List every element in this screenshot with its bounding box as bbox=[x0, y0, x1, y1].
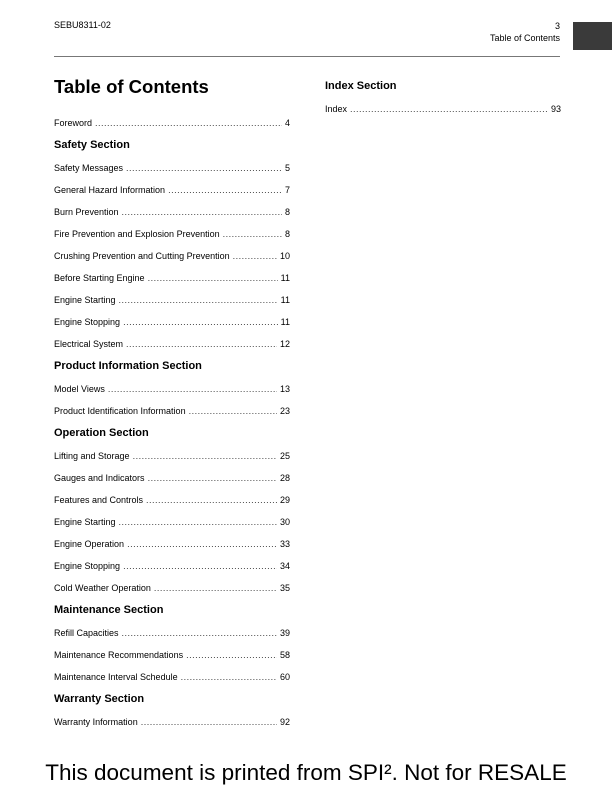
toc-entry-label: Safety Messages bbox=[54, 163, 124, 173]
toc-entry-label: Product Identification Information bbox=[54, 406, 186, 416]
dot-leader bbox=[186, 644, 277, 666]
toc-entry-label: Engine Stopping bbox=[54, 561, 121, 571]
running-header bbox=[490, 20, 560, 44]
toc-entry[interactable] bbox=[54, 445, 290, 467]
toc-entry-page: 11 bbox=[280, 295, 290, 305]
toc-entry-page: 33 bbox=[279, 539, 290, 549]
toc-entry[interactable] bbox=[54, 533, 290, 555]
dot-leader bbox=[146, 489, 277, 511]
toc-entry[interactable] bbox=[54, 267, 290, 289]
dot-leader bbox=[119, 511, 277, 533]
toc-entry-page: 5 bbox=[284, 163, 290, 173]
toc-list bbox=[325, 75, 561, 120]
dot-leader bbox=[223, 223, 282, 245]
toc-entry-label: Fire Prevention and Explosion Prevention bbox=[54, 229, 220, 239]
toc-entry[interactable] bbox=[54, 311, 290, 333]
toc-entry-label: Burn Prevention bbox=[54, 207, 119, 217]
toc-entry-page: 58 bbox=[279, 650, 290, 660]
toc-entry[interactable] bbox=[325, 98, 561, 120]
dot-leader bbox=[189, 400, 277, 422]
dot-leader bbox=[133, 445, 277, 467]
dot-leader bbox=[148, 467, 277, 489]
toc-entry-label: Foreword bbox=[54, 118, 93, 128]
toc-entry-page: 13 bbox=[279, 384, 290, 394]
section-thumb-tab bbox=[573, 22, 612, 50]
dot-leader bbox=[122, 622, 277, 644]
toc-entry-page: 4 bbox=[284, 118, 290, 128]
toc-entry-page: 34 bbox=[279, 561, 290, 571]
dot-leader bbox=[123, 555, 277, 577]
toc-entry-page: 28 bbox=[279, 473, 290, 483]
toc-entry-label: Before Starting Engine bbox=[54, 273, 145, 283]
toc-entry-label: Model Views bbox=[54, 384, 105, 394]
page-title: Table of Contents bbox=[54, 76, 209, 97]
toc-entry-label: Engine Operation bbox=[54, 539, 125, 549]
toc-entry[interactable] bbox=[54, 577, 290, 599]
dot-leader bbox=[126, 333, 277, 355]
toc-entry-label: Gauges and Indicators bbox=[54, 473, 145, 483]
toc-entry[interactable] bbox=[54, 467, 290, 489]
dot-leader bbox=[350, 98, 548, 120]
toc-entry-page: 8 bbox=[284, 229, 290, 239]
toc-entry-page: 35 bbox=[279, 583, 290, 593]
toc-entry[interactable] bbox=[54, 289, 290, 311]
toc-entry-page: 39 bbox=[279, 628, 290, 638]
toc-entry[interactable] bbox=[54, 245, 290, 267]
section-heading: Warranty Section bbox=[54, 693, 145, 705]
dot-leader bbox=[141, 711, 277, 733]
toc-entry[interactable] bbox=[54, 711, 290, 733]
running-section-title: Table of Contents bbox=[489, 33, 560, 43]
toc-entry-label: Engine Stopping bbox=[54, 317, 121, 327]
toc-entry-label: Refill Capacities bbox=[54, 628, 119, 638]
toc-list bbox=[54, 112, 290, 733]
toc-entry-label: Electrical System bbox=[54, 339, 124, 349]
toc-entry-page: 25 bbox=[279, 451, 290, 461]
toc-entry-label: General Hazard Information bbox=[54, 185, 166, 195]
toc-entry-page: 60 bbox=[279, 672, 290, 682]
toc-entry-label: Maintenance Interval Schedule bbox=[54, 672, 178, 682]
toc-right-column bbox=[325, 75, 561, 120]
toc-entry-page: 29 bbox=[279, 495, 290, 505]
toc-entry-label: Features and Controls bbox=[54, 495, 144, 505]
toc-entry[interactable] bbox=[54, 511, 290, 533]
toc-entry[interactable] bbox=[54, 223, 290, 245]
header-divider bbox=[54, 56, 560, 57]
toc-entry[interactable] bbox=[54, 201, 290, 223]
dot-leader bbox=[148, 267, 278, 289]
toc-entry[interactable] bbox=[54, 489, 290, 511]
toc-entry-label: Cold Weather Operation bbox=[54, 583, 151, 593]
toc-entry-page: 7 bbox=[284, 185, 290, 195]
toc-entry-label: Index bbox=[325, 104, 348, 114]
dot-leader bbox=[168, 179, 282, 201]
toc-left-column bbox=[54, 72, 290, 733]
dot-leader bbox=[122, 201, 282, 223]
toc-entry-label: Engine Starting bbox=[54, 295, 116, 305]
toc-entry[interactable] bbox=[54, 179, 290, 201]
dot-leader bbox=[95, 112, 282, 134]
toc-entry-label: Engine Starting bbox=[54, 517, 116, 527]
toc-entry-page: 30 bbox=[279, 517, 290, 527]
toc-entry-page: 8 bbox=[284, 207, 290, 217]
toc-entry-label: Crushing Prevention and Cutting Prevention bbox=[54, 251, 230, 261]
toc-entry-page: 23 bbox=[279, 406, 290, 416]
section-heading: Product Information Section bbox=[54, 360, 202, 372]
toc-entry[interactable] bbox=[54, 378, 290, 400]
toc-entry-page: 11 bbox=[280, 317, 290, 327]
toc-entry[interactable] bbox=[54, 112, 290, 134]
section-heading: Safety Section bbox=[54, 139, 130, 151]
dot-leader bbox=[126, 157, 282, 179]
dot-leader bbox=[108, 378, 277, 400]
dot-leader bbox=[181, 666, 277, 688]
toc-entry[interactable] bbox=[54, 622, 290, 644]
toc-entry-page: 92 bbox=[279, 717, 290, 727]
page-number: 3 bbox=[554, 21, 560, 31]
section-heading: Maintenance Section bbox=[54, 604, 164, 616]
toc-entry[interactable] bbox=[54, 666, 290, 688]
toc-entry[interactable] bbox=[54, 400, 290, 422]
toc-entry-label: Warranty Information bbox=[54, 717, 138, 727]
toc-entry-page: 11 bbox=[280, 273, 290, 283]
document-id: SEBU8311-02 bbox=[54, 20, 111, 30]
toc-entry-page: 93 bbox=[550, 104, 561, 114]
toc-entry-page: 12 bbox=[279, 339, 290, 349]
toc-entry-page: 10 bbox=[279, 251, 290, 261]
toc-entry-label: Maintenance Recommendations bbox=[54, 650, 184, 660]
toc-entry[interactable] bbox=[54, 157, 290, 179]
toc-entry-label: Lifting and Storage bbox=[54, 451, 130, 461]
toc-entry[interactable] bbox=[54, 333, 290, 355]
dot-leader bbox=[123, 311, 278, 333]
dot-leader bbox=[127, 533, 277, 555]
toc-entry[interactable] bbox=[54, 644, 290, 666]
dot-leader bbox=[154, 577, 277, 599]
footer-notice: This document is printed from SPI². Not for RESALE bbox=[45, 760, 567, 785]
section-heading: Operation Section bbox=[54, 427, 149, 439]
section-heading: Index Section bbox=[325, 80, 397, 92]
dot-leader bbox=[119, 289, 278, 311]
toc-entry[interactable] bbox=[54, 555, 290, 577]
dot-leader bbox=[233, 245, 277, 267]
